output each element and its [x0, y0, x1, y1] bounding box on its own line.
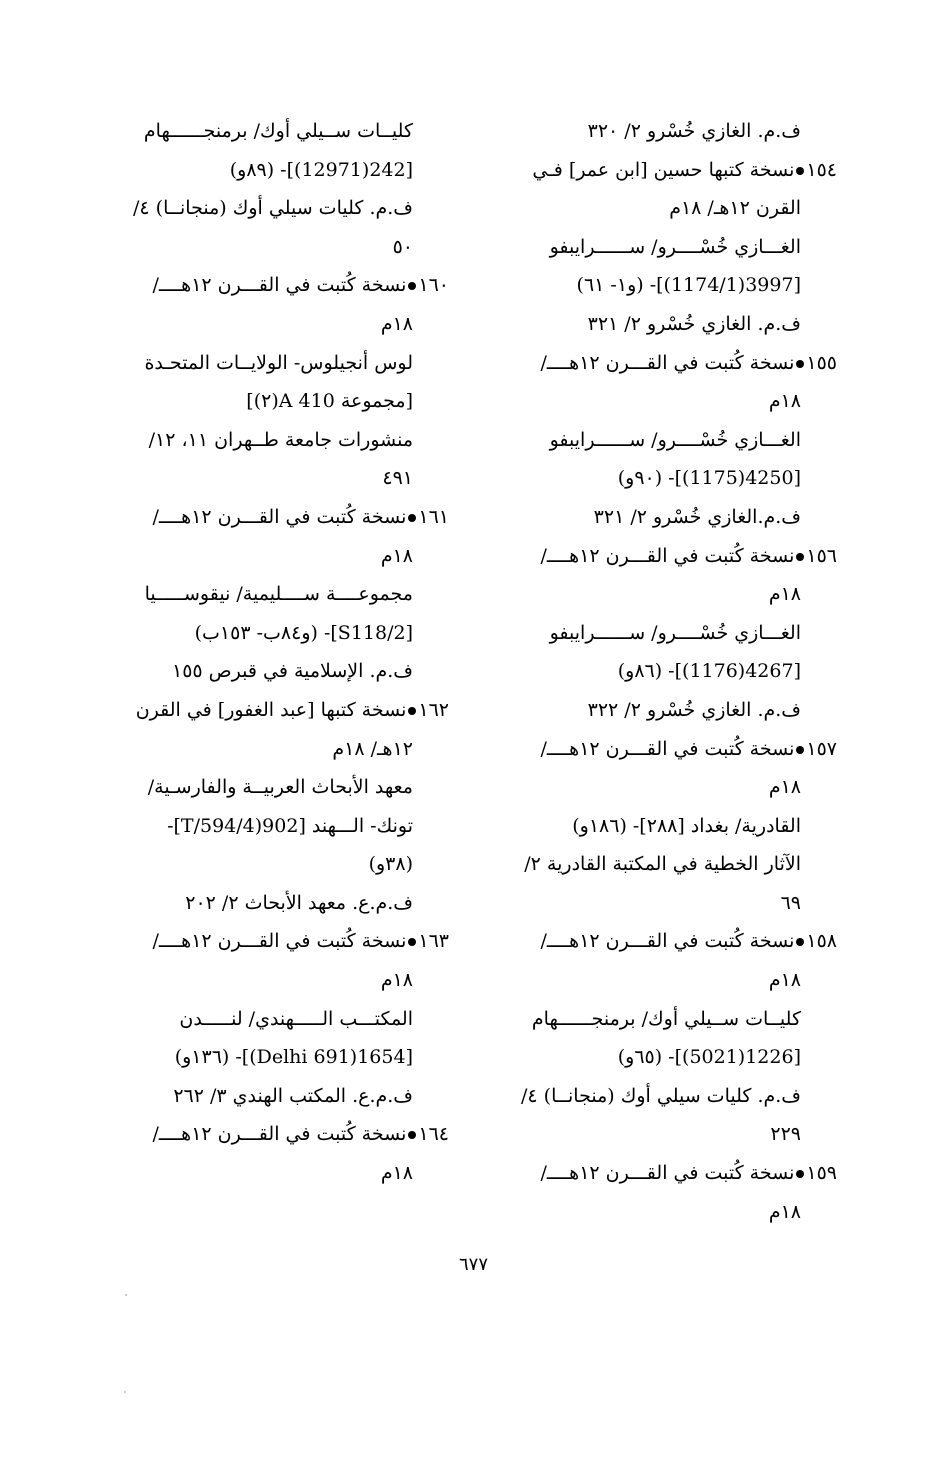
- entry-text: ف.م.ع. المكتب الهندي ٣/ ٢٦٢: [173, 1084, 413, 1107]
- entry-text: ١٨م: [380, 1162, 413, 1185]
- entry-text: ف.م.ع. معهد الأبحاث ٢/ ٢٠٢: [185, 891, 413, 914]
- entry-text: ١٨م: [380, 312, 413, 335]
- entry-title: نسخة كتبها [عبد الغفور] في القرن: [135, 698, 407, 721]
- entry-line: [495, 305, 837, 344]
- entry-heading: [495, 151, 837, 190]
- entry-number: ١٥٤: [806, 158, 837, 181]
- entry-line: [110, 112, 449, 151]
- bullet-icon: [796, 360, 804, 368]
- entry-line: [110, 807, 449, 846]
- entry-line: [495, 1115, 837, 1154]
- entry-line: [110, 228, 449, 267]
- entry-heading: [110, 922, 449, 961]
- page-number: ٦٧٧: [458, 1254, 488, 1275]
- entry-line: [110, 768, 449, 807]
- entry-text: لوس أنجيلوس- الولايــات المتحـدة: [144, 351, 413, 374]
- entry-line: [495, 1000, 837, 1039]
- entry-line: [110, 961, 449, 1000]
- entry-text: ٢٢٩: [770, 1123, 801, 1146]
- entry-number: ١٦٢: [418, 698, 449, 721]
- entry-text: معهد الأبحاث العربيــة والفارسـية/: [147, 776, 413, 799]
- entry-number: ١٥٨: [806, 930, 837, 953]
- entry-text: ف.م. الغازي خُسْرو ٢/ ٣٢١: [587, 312, 801, 335]
- bullet-icon: [796, 553, 804, 561]
- entry-line: [495, 961, 837, 1000]
- entry-line: [495, 807, 837, 846]
- entry-title: نسخة كُتبت في القـــرن ١٢هــــ/: [152, 1123, 407, 1146]
- entry-text: الغـــازي خُسْــــرو/ ســــــرايبفو: [549, 428, 801, 451]
- entry-title: نسخة كُتبت في القـــرن ١٢هــــ/: [540, 544, 795, 567]
- entry-line: [110, 1038, 449, 1077]
- entry-text: [مجموعة A 410(٢)]: [246, 390, 413, 413]
- entry-line: [110, 652, 449, 691]
- entry-text: مجموعــــة ســــليمية/ نيقوســـــيا: [144, 583, 413, 606]
- entry-text: ١٨م: [768, 776, 801, 799]
- entry-text: ١٨م: [768, 583, 801, 606]
- entry-text: [4267(1176)]- (٨٦و): [617, 660, 801, 683]
- entry-line: [110, 151, 449, 190]
- entry-title: نسخة كُتبت في القـــرن ١٢هــــ/: [540, 1162, 795, 1185]
- entry-text: الآثار الخطية في المكتبة القادرية ٢/: [524, 853, 801, 876]
- entry-text: ف.م. الإسلامية في قبرص ١٥٥: [172, 660, 413, 683]
- entry-number: ١٥٧: [806, 737, 837, 760]
- entry-line: [495, 884, 837, 923]
- entry-heading: [110, 266, 449, 305]
- entry-line: [495, 1038, 837, 1077]
- entry-number: ١٦٠: [418, 274, 449, 297]
- bullet-icon: [796, 1170, 804, 1178]
- entry-line: [495, 614, 837, 653]
- entry-line: [110, 189, 449, 228]
- entry-line: [495, 1193, 837, 1232]
- entry-text: [S118/2]- (و٨٤ب- ١٥٣ب): [194, 621, 413, 644]
- entry-line: [495, 459, 837, 498]
- entry-title: نسخة كُتبت في القـــرن ١٢هــــ/: [540, 737, 795, 760]
- entry-title: نسخة كتبها حسين [ابن عمر] فـي: [532, 158, 795, 181]
- entry-text: ف.م. كليات سيلي أوك (منجانــا) ٤/: [133, 197, 413, 220]
- entry-text: ١٨م: [380, 544, 413, 567]
- entry-line: [495, 768, 837, 807]
- entry-text: منشورات جامعة طــهران ١١، ١٢/: [148, 428, 413, 451]
- entry-text: الغـــازي خُسْــــرو/ ســــــرايبفو: [549, 235, 801, 258]
- entry-line: [110, 575, 449, 614]
- bullet-icon: [408, 514, 416, 522]
- entry-number: ١٥٥: [806, 351, 837, 374]
- bullet-icon: [408, 282, 416, 290]
- entry-title: نسخة كُتبت في القـــرن ١٢هــــ/: [152, 930, 407, 953]
- entry-text: ١٢هـ/ ١٨م: [332, 737, 413, 760]
- entry-text: (٣٨و): [368, 853, 413, 876]
- entry-title: نسخة كُتبت في القـــرن ١٢هــــ/: [540, 351, 795, 374]
- bullet-icon: [796, 746, 804, 754]
- entry-line: [495, 845, 837, 884]
- entry-text: المكتـــب الـــــهندي/ لنـــــدن: [179, 1007, 413, 1030]
- entry-line: [110, 1154, 449, 1193]
- scan-speck: [125, 1294, 127, 1296]
- entry-number: ١٦٣: [418, 930, 449, 953]
- entry-line: [110, 884, 449, 923]
- entry-text: كليــات ســيلي أوك/ برمنجــــــهام: [531, 1007, 801, 1030]
- entry-text: ف.م. كليات سيلي أوك (منجانــا) ٤/: [521, 1084, 801, 1107]
- entry-line: [495, 189, 837, 228]
- entry-text: الغـــازي خُسْــــرو/ ســــــرايبفو: [549, 621, 801, 644]
- entry-text: [4250(1175)]- (٩٠و): [617, 467, 801, 490]
- left-column: [110, 112, 449, 1193]
- entry-text: تونك- الـــهند [902(T/594/4]-: [167, 814, 413, 837]
- scan-speck: [124, 1391, 126, 1393]
- entry-text: ف.م. الغازي خُسْرو ٢/ ٣٢٠: [587, 120, 801, 142]
- entry-heading: [495, 730, 837, 769]
- entry-text: ١٨م: [768, 969, 801, 992]
- entry-line: [110, 344, 449, 383]
- entry-text: ١٨م: [768, 390, 801, 413]
- entry-heading: [110, 498, 449, 537]
- entry-number: ١٦٤: [418, 1123, 449, 1146]
- entry-line: [495, 421, 837, 460]
- entry-text: [1226(5021)]- (٦٥و): [617, 1046, 801, 1069]
- entry-text: ف.م. الغازي خُسْرو ٢/ ٣٢٢: [587, 698, 801, 721]
- entry-line: [495, 228, 837, 267]
- bullet-icon: [408, 707, 416, 715]
- entry-number: ١٥٦: [806, 544, 837, 567]
- entry-text: [1654(Delhi 691)]- (١٣٦و): [174, 1046, 413, 1069]
- entry-text: ١٨م: [768, 1200, 801, 1223]
- entry-heading: [110, 1115, 449, 1154]
- entry-heading: [495, 1154, 837, 1193]
- entry-line: [110, 614, 449, 653]
- entry-text: كليــات ســيلي أوك/ برمنجــــــهام: [143, 120, 413, 142]
- entry-line: [495, 266, 837, 305]
- entry-text: ف.م.الغازي خُسْرو ٢/ ٣٢١: [593, 505, 801, 528]
- bullet-icon: [408, 1131, 416, 1139]
- entry-text: القادرية/ بغداد [٢٨٨]- (١٨٦و): [572, 814, 801, 837]
- entry-heading: [495, 344, 837, 383]
- entry-text: [3997(1174/1)]- (و١- ٦١): [576, 274, 801, 297]
- entry-number: ١٦١: [418, 505, 449, 528]
- entry-line: [110, 537, 449, 576]
- entry-line: [110, 421, 449, 460]
- entry-text: ١٨م: [380, 969, 413, 992]
- entry-title: نسخة كُتبت في القـــرن ١٢هــــ/: [152, 274, 407, 297]
- entry-number: ١٥٩: [806, 1162, 837, 1185]
- entry-line: [110, 305, 449, 344]
- entry-line: [495, 382, 837, 421]
- entry-line: [495, 1077, 837, 1116]
- entry-line: [495, 652, 837, 691]
- bullet-icon: [796, 938, 804, 946]
- entry-heading: [495, 537, 837, 576]
- entry-title: نسخة كُتبت في القـــرن ١٢هــــ/: [152, 505, 407, 528]
- right-column: [495, 112, 837, 1231]
- entry-line: [495, 691, 837, 730]
- entry-text: ٤٩١: [382, 467, 413, 490]
- entry-title: نسخة كُتبت في القـــرن ١٢هــــ/: [540, 930, 795, 953]
- entry-line: [495, 575, 837, 614]
- entry-text: القرن ١٢هـ/ ١٨م: [669, 197, 801, 220]
- entry-line: [495, 112, 837, 151]
- entry-heading: [110, 691, 449, 730]
- entry-line: [110, 459, 449, 498]
- bullet-icon: [408, 938, 416, 946]
- entry-line: [495, 498, 837, 537]
- entry-text: ٦٩: [780, 891, 801, 914]
- entry-text: ٥٠: [392, 235, 413, 258]
- entry-heading: [495, 922, 837, 961]
- entry-text: [242(12971)]- (٨٩و): [229, 158, 413, 181]
- entry-line: [110, 382, 449, 421]
- entry-line: [110, 845, 449, 884]
- bullet-icon: [796, 167, 804, 175]
- entry-line: [110, 1000, 449, 1039]
- entry-line: [110, 1077, 449, 1116]
- entry-line: [110, 730, 449, 769]
